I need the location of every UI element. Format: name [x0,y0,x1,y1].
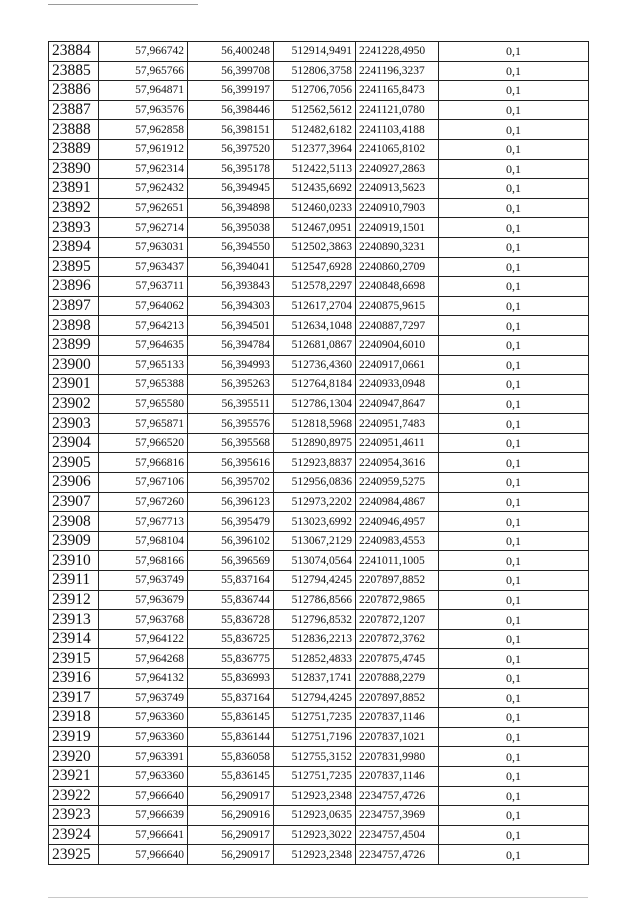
point-number-cell: 23905 [49,453,99,473]
x-coordinate-cell: 512706,7056 [274,81,356,101]
longitude-cell: 55,837164 [188,688,274,708]
x-coordinate-cell: 512502,3863 [274,237,356,257]
point-number-cell: 23901 [49,375,99,395]
table-row [49,316,589,336]
x-coordinate-cell: 512377,3964 [274,139,356,159]
latitude-cell: 57,966816 [99,453,188,473]
table-row [49,492,589,512]
table-row [49,139,589,159]
accuracy-value-cell: 0,1 [439,590,589,610]
longitude-cell: 55,836744 [188,590,274,610]
x-coordinate-cell: 512852,4833 [274,649,356,669]
coordinates-table-body [49,42,589,865]
longitude-cell: 55,836145 [188,766,274,786]
point-number-cell: 23924 [49,825,99,845]
point-number-cell: 23917 [49,688,99,708]
table-row [49,453,589,473]
longitude-cell: 56,399197 [188,81,274,101]
latitude-cell: 57,964062 [99,296,188,316]
point-number-cell: 23892 [49,198,99,218]
y-coordinate-cell: 2241103,4188 [356,120,439,140]
point-number-cell: 23898 [49,316,99,336]
table-row [49,296,589,316]
accuracy-value-cell: 0,1 [439,257,589,277]
x-coordinate-cell: 512435,6692 [274,179,356,199]
latitude-cell: 57,963749 [99,688,188,708]
accuracy-value-cell: 0,1 [439,512,589,532]
point-number-cell: 23903 [49,414,99,434]
latitude-cell: 57,962314 [99,159,188,179]
point-number-cell: 23923 [49,806,99,826]
x-coordinate-cell: 512562,5612 [274,100,356,120]
y-coordinate-cell: 2207837,1146 [356,766,439,786]
accuracy-value-cell: 0,1 [439,473,589,493]
x-coordinate-cell: 512786,8566 [274,590,356,610]
x-coordinate-cell: 512818,5968 [274,414,356,434]
longitude-cell: 56,395702 [188,473,274,493]
latitude-cell: 57,968104 [99,531,188,551]
table-row [49,433,589,453]
point-number-cell: 23921 [49,766,99,786]
point-number-cell: 23891 [49,179,99,199]
longitude-cell: 55,836058 [188,747,274,767]
x-coordinate-cell: 512467,0951 [274,218,356,238]
table-row [49,81,589,101]
longitude-cell: 55,836775 [188,649,274,669]
table-row [49,551,589,571]
point-number-cell: 23895 [49,257,99,277]
latitude-cell: 57,966640 [99,845,188,865]
accuracy-value-cell: 0,1 [439,610,589,630]
longitude-cell: 56,398446 [188,100,274,120]
x-coordinate-cell: 512923,3022 [274,825,356,845]
y-coordinate-cell: 2207897,8852 [356,571,439,591]
table-row [49,747,589,767]
longitude-cell: 56,395038 [188,218,274,238]
y-coordinate-cell: 2240927,2863 [356,159,439,179]
table-row [49,394,589,414]
latitude-cell: 57,965580 [99,394,188,414]
accuracy-value-cell: 0,1 [439,218,589,238]
y-coordinate-cell: 2240951,4611 [356,433,439,453]
accuracy-value-cell: 0,1 [439,120,589,140]
latitude-cell: 57,963360 [99,727,188,747]
table-row [49,100,589,120]
point-number-cell: 23910 [49,551,99,571]
y-coordinate-cell: 2240954,3616 [356,453,439,473]
accuracy-value-cell: 0,1 [439,786,589,806]
x-coordinate-cell: 512836,2213 [274,629,356,649]
point-number-cell: 23909 [49,531,99,551]
accuracy-value-cell: 0,1 [439,688,589,708]
accuracy-value-cell: 0,1 [439,806,589,826]
x-coordinate-cell: 512796,8532 [274,610,356,630]
y-coordinate-cell: 2240917,0661 [356,355,439,375]
longitude-cell: 56,395479 [188,512,274,532]
latitude-cell: 57,962651 [99,198,188,218]
y-coordinate-cell: 2240875,9615 [356,296,439,316]
latitude-cell: 57,966639 [99,806,188,826]
latitude-cell: 57,967106 [99,473,188,493]
table-row [49,727,589,747]
accuracy-value-cell: 0,1 [439,551,589,571]
latitude-cell: 57,963360 [99,708,188,728]
longitude-cell: 56,398151 [188,120,274,140]
y-coordinate-cell: 2207872,9865 [356,590,439,610]
y-coordinate-cell: 2240947,8647 [356,394,439,414]
longitude-cell: 56,396123 [188,492,274,512]
accuracy-value-cell: 0,1 [439,727,589,747]
point-number-cell: 23899 [49,335,99,355]
point-number-cell: 23913 [49,610,99,630]
longitude-cell: 56,395568 [188,433,274,453]
longitude-cell: 56,394041 [188,257,274,277]
x-coordinate-cell: 512923,8837 [274,453,356,473]
y-coordinate-cell: 2207888,2279 [356,669,439,689]
table-row [49,629,589,649]
point-number-cell: 23886 [49,81,99,101]
longitude-cell: 55,837164 [188,571,274,591]
longitude-cell: 56,396569 [188,551,274,571]
y-coordinate-cell: 2240946,4957 [356,512,439,532]
y-coordinate-cell: 2240983,4553 [356,531,439,551]
accuracy-value-cell: 0,1 [439,42,589,62]
y-coordinate-cell: 2240890,3231 [356,237,439,257]
x-coordinate-cell: 513023,6992 [274,512,356,532]
x-coordinate-cell: 512751,7196 [274,727,356,747]
longitude-cell: 56,394303 [188,296,274,316]
table-row [49,708,589,728]
latitude-cell: 57,963679 [99,590,188,610]
point-number-cell: 23922 [49,786,99,806]
table-row [49,335,589,355]
x-coordinate-cell: 512806,3758 [274,61,356,81]
accuracy-value-cell: 0,1 [439,571,589,591]
longitude-cell: 55,836145 [188,708,274,728]
latitude-cell: 57,963437 [99,257,188,277]
x-coordinate-cell: 512786,1304 [274,394,356,414]
y-coordinate-cell: 2240919,1501 [356,218,439,238]
point-number-cell: 23906 [49,473,99,493]
latitude-cell: 57,964122 [99,629,188,649]
accuracy-value-cell: 0,1 [439,179,589,199]
accuracy-value-cell: 0,1 [439,237,589,257]
point-number-cell: 23920 [49,747,99,767]
latitude-cell: 57,966520 [99,433,188,453]
y-coordinate-cell: 2241196,3237 [356,61,439,81]
page-footer-rule [48,897,588,898]
y-coordinate-cell: 2234757,3969 [356,806,439,826]
latitude-cell: 57,964268 [99,649,188,669]
y-coordinate-cell: 2241228,4950 [356,42,439,62]
y-coordinate-cell: 2234757,4726 [356,845,439,865]
table-row [49,649,589,669]
x-coordinate-cell: 512736,4360 [274,355,356,375]
point-number-cell: 23884 [49,42,99,62]
y-coordinate-cell: 2207872,1207 [356,610,439,630]
table-row [49,42,589,62]
accuracy-value-cell: 0,1 [439,355,589,375]
longitude-cell: 55,836725 [188,629,274,649]
table-row [49,277,589,297]
longitude-cell: 56,290917 [188,845,274,865]
point-number-cell: 23885 [49,61,99,81]
page-header-rule [48,4,198,5]
longitude-cell: 56,400248 [188,42,274,62]
y-coordinate-cell: 2234757,4726 [356,786,439,806]
accuracy-value-cell: 0,1 [439,61,589,81]
y-coordinate-cell: 2240910,7903 [356,198,439,218]
y-coordinate-cell: 2207872,3762 [356,629,439,649]
longitude-cell: 56,394784 [188,335,274,355]
table-row [49,688,589,708]
longitude-cell: 56,394550 [188,237,274,257]
x-coordinate-cell: 512422,5113 [274,159,356,179]
longitude-cell: 56,290916 [188,806,274,826]
accuracy-value-cell: 0,1 [439,531,589,551]
table-row [49,531,589,551]
accuracy-value-cell: 0,1 [439,845,589,865]
y-coordinate-cell: 2207875,4745 [356,649,439,669]
x-coordinate-cell: 512956,0836 [274,473,356,493]
accuracy-value-cell: 0,1 [439,629,589,649]
table-row [49,473,589,493]
y-coordinate-cell: 2240904,6010 [356,335,439,355]
x-coordinate-cell: 512914,9491 [274,42,356,62]
latitude-cell: 57,965388 [99,375,188,395]
table-row [49,198,589,218]
point-number-cell: 23915 [49,649,99,669]
y-coordinate-cell: 2207897,8852 [356,688,439,708]
point-number-cell: 23900 [49,355,99,375]
accuracy-value-cell: 0,1 [439,825,589,845]
y-coordinate-cell: 2240933,0948 [356,375,439,395]
longitude-cell: 56,396102 [188,531,274,551]
longitude-cell: 56,395576 [188,414,274,434]
x-coordinate-cell: 512547,6928 [274,257,356,277]
latitude-cell: 57,965871 [99,414,188,434]
x-coordinate-cell: 513067,2129 [274,531,356,551]
x-coordinate-cell: 512923,2348 [274,845,356,865]
longitude-cell: 56,290917 [188,825,274,845]
y-coordinate-cell: 2240959,5275 [356,473,439,493]
x-coordinate-cell: 512681,0867 [274,335,356,355]
point-number-cell: 23897 [49,296,99,316]
accuracy-value-cell: 0,1 [439,375,589,395]
point-number-cell: 23919 [49,727,99,747]
y-coordinate-cell: 2240913,5623 [356,179,439,199]
latitude-cell: 57,963768 [99,610,188,630]
longitude-cell: 56,394993 [188,355,274,375]
table-row [49,825,589,845]
table-row [49,257,589,277]
table-row [49,766,589,786]
longitude-cell: 55,836144 [188,727,274,747]
y-coordinate-cell: 2241121,0780 [356,100,439,120]
latitude-cell: 57,966641 [99,825,188,845]
longitude-cell: 56,394898 [188,198,274,218]
x-coordinate-cell: 512482,6182 [274,120,356,140]
point-number-cell: 23890 [49,159,99,179]
table-row [49,355,589,375]
latitude-cell: 57,963711 [99,277,188,297]
latitude-cell: 57,967260 [99,492,188,512]
latitude-cell: 57,967713 [99,512,188,532]
y-coordinate-cell: 2207831,9980 [356,747,439,767]
y-coordinate-cell: 2240848,6698 [356,277,439,297]
accuracy-value-cell: 0,1 [439,649,589,669]
accuracy-value-cell: 0,1 [439,316,589,336]
x-coordinate-cell: 512764,8184 [274,375,356,395]
longitude-cell: 55,836728 [188,610,274,630]
point-number-cell: 23916 [49,669,99,689]
point-number-cell: 23907 [49,492,99,512]
longitude-cell: 55,836993 [188,669,274,689]
table-row [49,414,589,434]
longitude-cell: 56,290917 [188,786,274,806]
x-coordinate-cell: 512890,8975 [274,433,356,453]
x-coordinate-cell: 512578,2297 [274,277,356,297]
point-number-cell: 23888 [49,120,99,140]
longitude-cell: 56,393843 [188,277,274,297]
accuracy-value-cell: 0,1 [439,414,589,434]
table-row [49,375,589,395]
accuracy-value-cell: 0,1 [439,492,589,512]
latitude-cell: 57,961912 [99,139,188,159]
table-row [49,806,589,826]
latitude-cell: 57,966640 [99,786,188,806]
y-coordinate-cell: 2241165,8473 [356,81,439,101]
table-row [49,159,589,179]
accuracy-value-cell: 0,1 [439,766,589,786]
longitude-cell: 56,399708 [188,61,274,81]
accuracy-value-cell: 0,1 [439,159,589,179]
x-coordinate-cell: 512617,2704 [274,296,356,316]
accuracy-value-cell: 0,1 [439,669,589,689]
table-row [49,610,589,630]
point-number-cell: 23889 [49,139,99,159]
latitude-cell: 57,963576 [99,100,188,120]
point-number-cell: 23896 [49,277,99,297]
latitude-cell: 57,962858 [99,120,188,140]
x-coordinate-cell: 512923,2348 [274,786,356,806]
accuracy-value-cell: 0,1 [439,433,589,453]
longitude-cell: 56,394945 [188,179,274,199]
accuracy-value-cell: 0,1 [439,81,589,101]
accuracy-value-cell: 0,1 [439,747,589,767]
accuracy-value-cell: 0,1 [439,277,589,297]
x-coordinate-cell: 512460,0233 [274,198,356,218]
latitude-cell: 57,963360 [99,766,188,786]
x-coordinate-cell: 512923,0635 [274,806,356,826]
latitude-cell: 57,963391 [99,747,188,767]
x-coordinate-cell: 512751,7235 [274,708,356,728]
longitude-cell: 56,395178 [188,159,274,179]
x-coordinate-cell: 512794,4245 [274,571,356,591]
y-coordinate-cell: 2241065,8102 [356,139,439,159]
table-row [49,669,589,689]
latitude-cell: 57,964132 [99,669,188,689]
table-row [49,571,589,591]
accuracy-value-cell: 0,1 [439,100,589,120]
y-coordinate-cell: 2241011,1005 [356,551,439,571]
point-number-cell: 23925 [49,845,99,865]
y-coordinate-cell: 2240887,7297 [356,316,439,336]
longitude-cell: 56,394501 [188,316,274,336]
y-coordinate-cell: 2207837,1021 [356,727,439,747]
table-row [49,237,589,257]
x-coordinate-cell: 512794,4245 [274,688,356,708]
latitude-cell: 57,963031 [99,237,188,257]
point-number-cell: 23918 [49,708,99,728]
longitude-cell: 56,395616 [188,453,274,473]
y-coordinate-cell: 2207837,1146 [356,708,439,728]
table-row [49,786,589,806]
table-row [49,61,589,81]
accuracy-value-cell: 0,1 [439,296,589,316]
latitude-cell: 57,964213 [99,316,188,336]
point-number-cell: 23911 [49,571,99,591]
point-number-cell: 23893 [49,218,99,238]
y-coordinate-cell: 2234757,4504 [356,825,439,845]
latitude-cell: 57,965766 [99,61,188,81]
table-row [49,590,589,610]
y-coordinate-cell: 2240984,4867 [356,492,439,512]
x-coordinate-cell: 512755,3152 [274,747,356,767]
latitude-cell: 57,962432 [99,179,188,199]
x-coordinate-cell: 512634,1048 [274,316,356,336]
point-number-cell: 23902 [49,394,99,414]
longitude-cell: 56,395511 [188,394,274,414]
latitude-cell: 57,962714 [99,218,188,238]
latitude-cell: 57,963749 [99,571,188,591]
accuracy-value-cell: 0,1 [439,335,589,355]
table-row [49,179,589,199]
coordinates-table [48,41,589,865]
longitude-cell: 56,397520 [188,139,274,159]
point-number-cell: 23912 [49,590,99,610]
latitude-cell: 57,965133 [99,355,188,375]
y-coordinate-cell: 2240860,2709 [356,257,439,277]
latitude-cell: 57,968166 [99,551,188,571]
y-coordinate-cell: 2240951,7483 [356,414,439,434]
x-coordinate-cell: 512751,7235 [274,766,356,786]
accuracy-value-cell: 0,1 [439,708,589,728]
table-row [49,845,589,865]
accuracy-value-cell: 0,1 [439,453,589,473]
point-number-cell: 23914 [49,629,99,649]
table-row [49,218,589,238]
point-number-cell: 23908 [49,512,99,532]
latitude-cell: 57,964635 [99,335,188,355]
latitude-cell: 57,964871 [99,81,188,101]
accuracy-value-cell: 0,1 [439,394,589,414]
x-coordinate-cell: 512837,1741 [274,669,356,689]
x-coordinate-cell: 513074,0564 [274,551,356,571]
latitude-cell: 57,966742 [99,42,188,62]
accuracy-value-cell: 0,1 [439,198,589,218]
point-number-cell: 23887 [49,100,99,120]
accuracy-value-cell: 0,1 [439,139,589,159]
table-row [49,512,589,532]
x-coordinate-cell: 512973,2202 [274,492,356,512]
point-number-cell: 23904 [49,433,99,453]
longitude-cell: 56,395263 [188,375,274,395]
point-number-cell: 23894 [49,237,99,257]
table-row [49,120,589,140]
